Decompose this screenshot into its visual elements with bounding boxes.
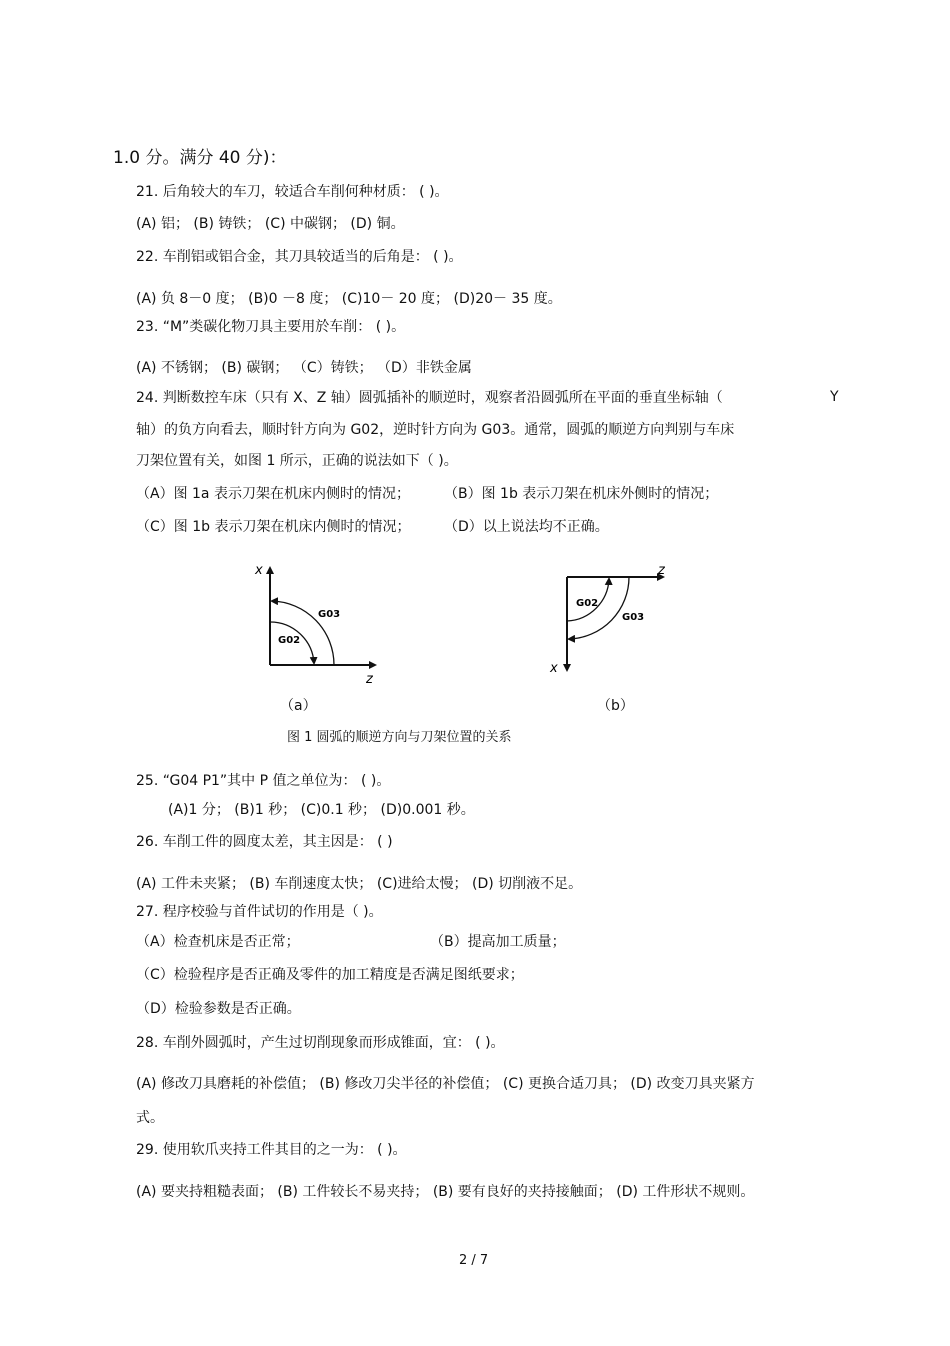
figure-1b-g03-label: G03 xyxy=(622,612,645,623)
figure-1b xyxy=(545,560,675,685)
question-28-options: (A) 修改刀具磨耗的补偿值； (B) 修改刀尖半径的补偿值； (C) 更换合适刀具； (D) 改变刀具夹紧方 xyxy=(136,1076,755,1092)
question-22-options: (A) 负 8－0 度； (B)0 －8 度； (C)10－ 20 度； (D)20－ 35 度。 xyxy=(136,291,562,307)
figure-caption: 图 1 圆弧的顺逆方向与刀架位置的关系 xyxy=(287,730,512,745)
figure-1a-sub-label: （a） xyxy=(280,698,317,714)
question-29-stem: 29. 使用软爪夹持工件其目的之一为： ( )。 xyxy=(136,1142,407,1158)
question-21-options: (A) 铝； (B) 铸铁； (C) 中碳钢； (D) 铜。 xyxy=(136,216,405,232)
figure-1b-sub-label: （b） xyxy=(597,698,634,714)
question-26-options: (A) 工件未夹紧； (B) 车削速度太快； (C)进给太慢； (D) 切削液不足。 xyxy=(136,876,583,892)
question-24-option-b: （B）图 1b 表示刀架在机床外侧时的情况； xyxy=(444,486,719,502)
question-23-options: (A) 不锈钢； (B) 碳钢； （C）铸铁； （D）非铁金属 xyxy=(136,360,472,376)
section-header: 1.0 分。满分 40 分)： xyxy=(113,148,287,168)
question-24-option-c: （C）图 1b 表示刀架在机床内侧时的情况； xyxy=(136,519,411,535)
question-29-options: (A) 要夹持粗糙表面； (B) 工件较长不易夹持； (B) 要有良好的夹持接触面； (D) 工件形状不规则。 xyxy=(136,1184,755,1200)
question-27-option-b: （B）提高加工质量； xyxy=(430,934,566,950)
question-25-options: (A)1 分； (B)1 秒； (C)0.1 秒； (D)0.001 秒。 xyxy=(168,802,475,818)
question-27-option-d: （D）检验参数是否正确。 xyxy=(136,1001,301,1017)
question-24-option-d: （D）以上说法均不正确。 xyxy=(444,519,609,535)
question-25-stem: 25. “G04 P1”其中 P 值之单位为： ( )。 xyxy=(136,773,391,789)
figure-1b-z-label: z xyxy=(658,563,665,578)
question-21-stem: 21. 后角较大的车刀，较适合车削何种材质： ( )。 xyxy=(136,184,449,200)
question-26-stem: 26. 车削工件的圆度太差，其主因是： ( ) xyxy=(136,834,393,850)
page-number: 2 / 7 xyxy=(459,1253,489,1268)
question-22-stem: 22. 车削铝或铝合金，其刀具较适当的后角是： ( )。 xyxy=(136,249,463,265)
question-27-option-c: （C）检验程序是否正确及零件的加工精度是否满足图纸要求； xyxy=(136,967,524,983)
figure-1a-x-label: x xyxy=(255,563,263,578)
question-24-stem-line1-tail: Y xyxy=(830,389,839,405)
question-28-stem: 28. 车削外圆弧时，产生过切削现象而形成锥面，宜： ( )。 xyxy=(136,1035,505,1051)
question-27-stem: 27. 程序校验与首件试切的作用是（ )。 xyxy=(136,904,383,920)
question-27-option-a: （A）检查机床是否正常； xyxy=(136,934,300,950)
figure-1a-z-label: z xyxy=(366,672,373,687)
figure-1a xyxy=(250,560,390,685)
question-24-option-a: （A）图 1a 表示刀架在机床内侧时的情况； xyxy=(136,486,410,502)
figure-1a-g03-label: G03 xyxy=(318,609,341,620)
figure-1b-x-label: x xyxy=(550,661,558,676)
question-24-stem-line1: 24. 判断数控车床（只有 X、Z 轴）圆弧插补的顺逆时，观察者沿圆弧所在平面的垂直坐标轴（ xyxy=(136,390,723,406)
question-28-options-cont: 式。 xyxy=(136,1110,164,1126)
question-24-stem-line2: 轴）的负方向看去，顺时针方向为 G02，逆时针方向为 G03。通常，圆弧的顺逆方向判别与车床 xyxy=(136,422,735,438)
figure-1b-g02-label: G02 xyxy=(576,598,599,609)
figure-1a-g02-label: G02 xyxy=(278,635,301,646)
question-23-stem: 23. “M”类碳化物刀具主要用於车削： ( )。 xyxy=(136,319,406,335)
question-24-stem-line3: 刀架位置有关，如图 1 所示，正确的说法如下（ )。 xyxy=(136,453,458,469)
